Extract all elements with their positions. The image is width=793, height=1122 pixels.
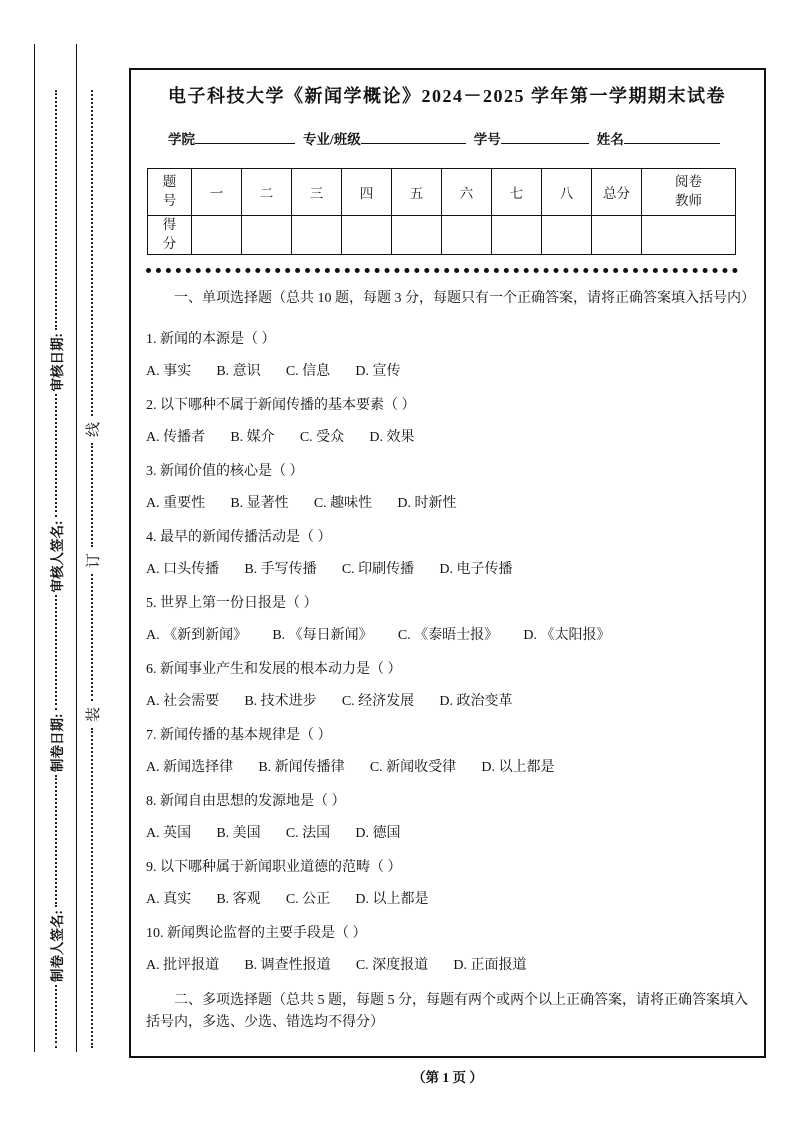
- student-id-blank: [501, 130, 589, 144]
- question-stem: 9. 以下哪种属于新闻职业道德的范畴（ ）: [146, 859, 402, 875]
- option-text: C. 《泰晤士报》: [397, 627, 499, 643]
- dotted-leader: [55, 596, 57, 711]
- score-cell-empty: [242, 216, 292, 255]
- dotted-leader: [91, 574, 93, 701]
- question-options: [146, 824, 748, 844]
- question-block: [146, 594, 748, 646]
- option-text: C. 印刷传播: [341, 561, 415, 577]
- question-block: [146, 660, 748, 712]
- question-list: [146, 330, 748, 976]
- score-table: [147, 168, 736, 255]
- score-cell-col: 一: [192, 169, 242, 216]
- score-cell-col: 五: [392, 169, 442, 216]
- score-cell-col: 三: [292, 169, 342, 216]
- dotted-leader: [55, 395, 57, 518]
- section2-heading: 二、多项选择题（总共 5 题，每题 5 分，每题有两个或两个以上正确答案，请将正确答案填入括号内，多选、少选、错选均不得分）: [146, 992, 748, 1030]
- option-text: B. 客观: [216, 891, 261, 907]
- option-text: C. 新闻收受律: [369, 759, 457, 775]
- name-label: 姓名: [596, 132, 624, 147]
- dotted-leader: [91, 728, 93, 1048]
- dotted-leader: [55, 775, 57, 907]
- option-text: C. 受众: [299, 429, 345, 445]
- option-text: D. 电子传播: [439, 561, 513, 577]
- score-cell-empty: [192, 216, 242, 255]
- question-options: [146, 758, 748, 778]
- question-stem: 5. 世界上第一份日报是（ ）: [146, 595, 318, 611]
- option-text: A. 重要性: [146, 495, 206, 511]
- option-text: B. 《每日新闻》: [272, 627, 373, 643]
- question-stem: 10. 新闻舆论监督的主要手段是（ ）: [146, 925, 367, 941]
- score-value-row: [148, 216, 736, 255]
- score-cell-empty: [342, 216, 392, 255]
- question-block: [146, 924, 748, 976]
- option-text: C. 经济发展: [341, 693, 415, 709]
- question-stem: 6. 新闻事业产生和发展的根本动力是（ ）: [146, 661, 402, 677]
- option-text: A. 英国: [146, 825, 192, 841]
- option-text: A. 社会需要: [146, 693, 220, 709]
- student-info-line: [168, 128, 748, 148]
- score-cell-empty: [392, 216, 442, 255]
- option-text: B. 美国: [216, 825, 261, 841]
- option-text: D. 《太阳报》: [523, 627, 611, 643]
- question-block: [146, 792, 748, 844]
- question-options: [146, 362, 748, 382]
- page-footer: （第 1 页 ）: [412, 1070, 483, 1085]
- review-date-label: 审核日期:: [50, 333, 65, 392]
- option-text: C. 信息: [285, 363, 331, 379]
- score-cell-question-no: 题号: [148, 169, 192, 216]
- binding-line: [82, 90, 102, 1048]
- option-text: D. 时新性: [397, 495, 457, 511]
- section1-heading: 一、单项选择题（总共 10 题，每题 3 分，每题只有一个正确答案，请将正确答案填入括号内）: [174, 290, 755, 306]
- question-options: [146, 560, 748, 580]
- seal-margin-labels: [36, 90, 76, 1048]
- option-text: A. 《新到新闻》: [146, 627, 248, 643]
- score-cell-col: 七: [492, 169, 542, 216]
- question-stem: 3. 新闻价值的核心是（ ）: [146, 463, 304, 479]
- option-text: D. 政治变革: [439, 693, 513, 709]
- option-text: D. 以上都是: [481, 759, 555, 775]
- question-block: [146, 462, 748, 514]
- dotted-leader: [91, 90, 93, 416]
- option-text: B. 调查性报道: [244, 957, 331, 973]
- option-text: B. 显著性: [230, 495, 289, 511]
- score-cell-col: 六: [442, 169, 492, 216]
- question-stem: 8. 新闻自由思想的发源地是（ ）: [146, 793, 346, 809]
- binding-char-xian: 线: [85, 421, 102, 437]
- reviewer-sign-label: 审核人签名:: [50, 520, 65, 593]
- option-text: D. 德国: [355, 825, 401, 841]
- option-text: A. 新闻选择律: [146, 759, 234, 775]
- option-text: B. 技术进步: [244, 693, 317, 709]
- score-cell-empty: [592, 216, 642, 255]
- score-cell-empty: [492, 216, 542, 255]
- exam-title: 电子科技大学《新闻学概论》2024－2025 学年第一学期期末试卷: [168, 86, 726, 106]
- score-cell-total: 总分: [592, 169, 642, 216]
- option-text: A. 口头传播: [146, 561, 220, 577]
- option-text: D. 宣传: [355, 363, 401, 379]
- question-block: [146, 396, 748, 448]
- major-class-blank: [361, 130, 466, 144]
- option-text: B. 意识: [216, 363, 261, 379]
- question-options: [146, 890, 748, 910]
- name-blank: [624, 130, 720, 144]
- option-text: A. 事实: [146, 363, 192, 379]
- option-text: B. 媒介: [230, 429, 275, 445]
- score-cell-points: 得分: [148, 216, 192, 255]
- question-stem: 7. 新闻传播的基本规律是（ ）: [146, 727, 332, 743]
- question-options: [146, 626, 748, 646]
- question-options: [146, 692, 748, 712]
- binding-char-ding: 订: [85, 552, 102, 568]
- score-cell-empty: [642, 216, 736, 255]
- score-cell-empty: [292, 216, 342, 255]
- option-text: C. 公正: [285, 891, 331, 907]
- college-label: 学院: [168, 132, 195, 147]
- question-stem: 4. 最早的新闻传播活动是（ ）: [146, 529, 332, 545]
- option-text: C. 法国: [285, 825, 331, 841]
- option-text: A. 传播者: [146, 429, 206, 445]
- question-options: [146, 428, 748, 448]
- score-cell-col: 八: [542, 169, 592, 216]
- question-options: [146, 956, 748, 976]
- dotted-leader: [55, 90, 57, 330]
- score-cell-col: 二: [242, 169, 292, 216]
- seal-border-line-inner: [76, 44, 77, 1052]
- option-text: A. 批评报道: [146, 957, 220, 973]
- college-blank: [195, 130, 295, 144]
- dotted-separator: [146, 268, 738, 273]
- option-text: D. 以上都是: [355, 891, 429, 907]
- major-class-label: 专业/班级: [303, 132, 361, 147]
- option-text: C. 趣味性: [313, 495, 373, 511]
- maker-date-label: 制卷日期:: [50, 713, 65, 772]
- question-block: [146, 858, 748, 910]
- option-text: D. 效果: [369, 429, 415, 445]
- question-stem: 1. 新闻的本源是（ ）: [146, 331, 276, 347]
- option-text: D. 正面报道: [453, 957, 527, 973]
- score-cell-col: 四: [342, 169, 392, 216]
- score-cell-empty: [542, 216, 592, 255]
- score-cell-grader: 阅卷教师: [642, 169, 736, 216]
- maker-sign-label: 制卷人签名:: [50, 910, 65, 982]
- option-text: B. 新闻传播律: [258, 759, 345, 775]
- question-options: [146, 494, 748, 514]
- option-text: C. 深度报道: [355, 957, 429, 973]
- dotted-leader: [55, 985, 57, 1048]
- question-stem: 2. 以下哪种不属于新闻传播的基本要素（ ）: [146, 397, 416, 413]
- binding-char-zhuang: 装: [85, 706, 102, 722]
- question-block: [146, 330, 748, 382]
- question-block: [146, 528, 748, 580]
- option-text: A. 真实: [146, 891, 192, 907]
- option-text: B. 手写传播: [244, 561, 317, 577]
- exam-main-box: [129, 68, 766, 1058]
- dotted-leader: [91, 443, 93, 547]
- question-block: [146, 726, 748, 778]
- seal-border-line-outer: [34, 44, 35, 1052]
- score-cell-empty: [442, 216, 492, 255]
- student-id-label: 学号: [473, 132, 501, 147]
- score-header-row: [148, 169, 736, 216]
